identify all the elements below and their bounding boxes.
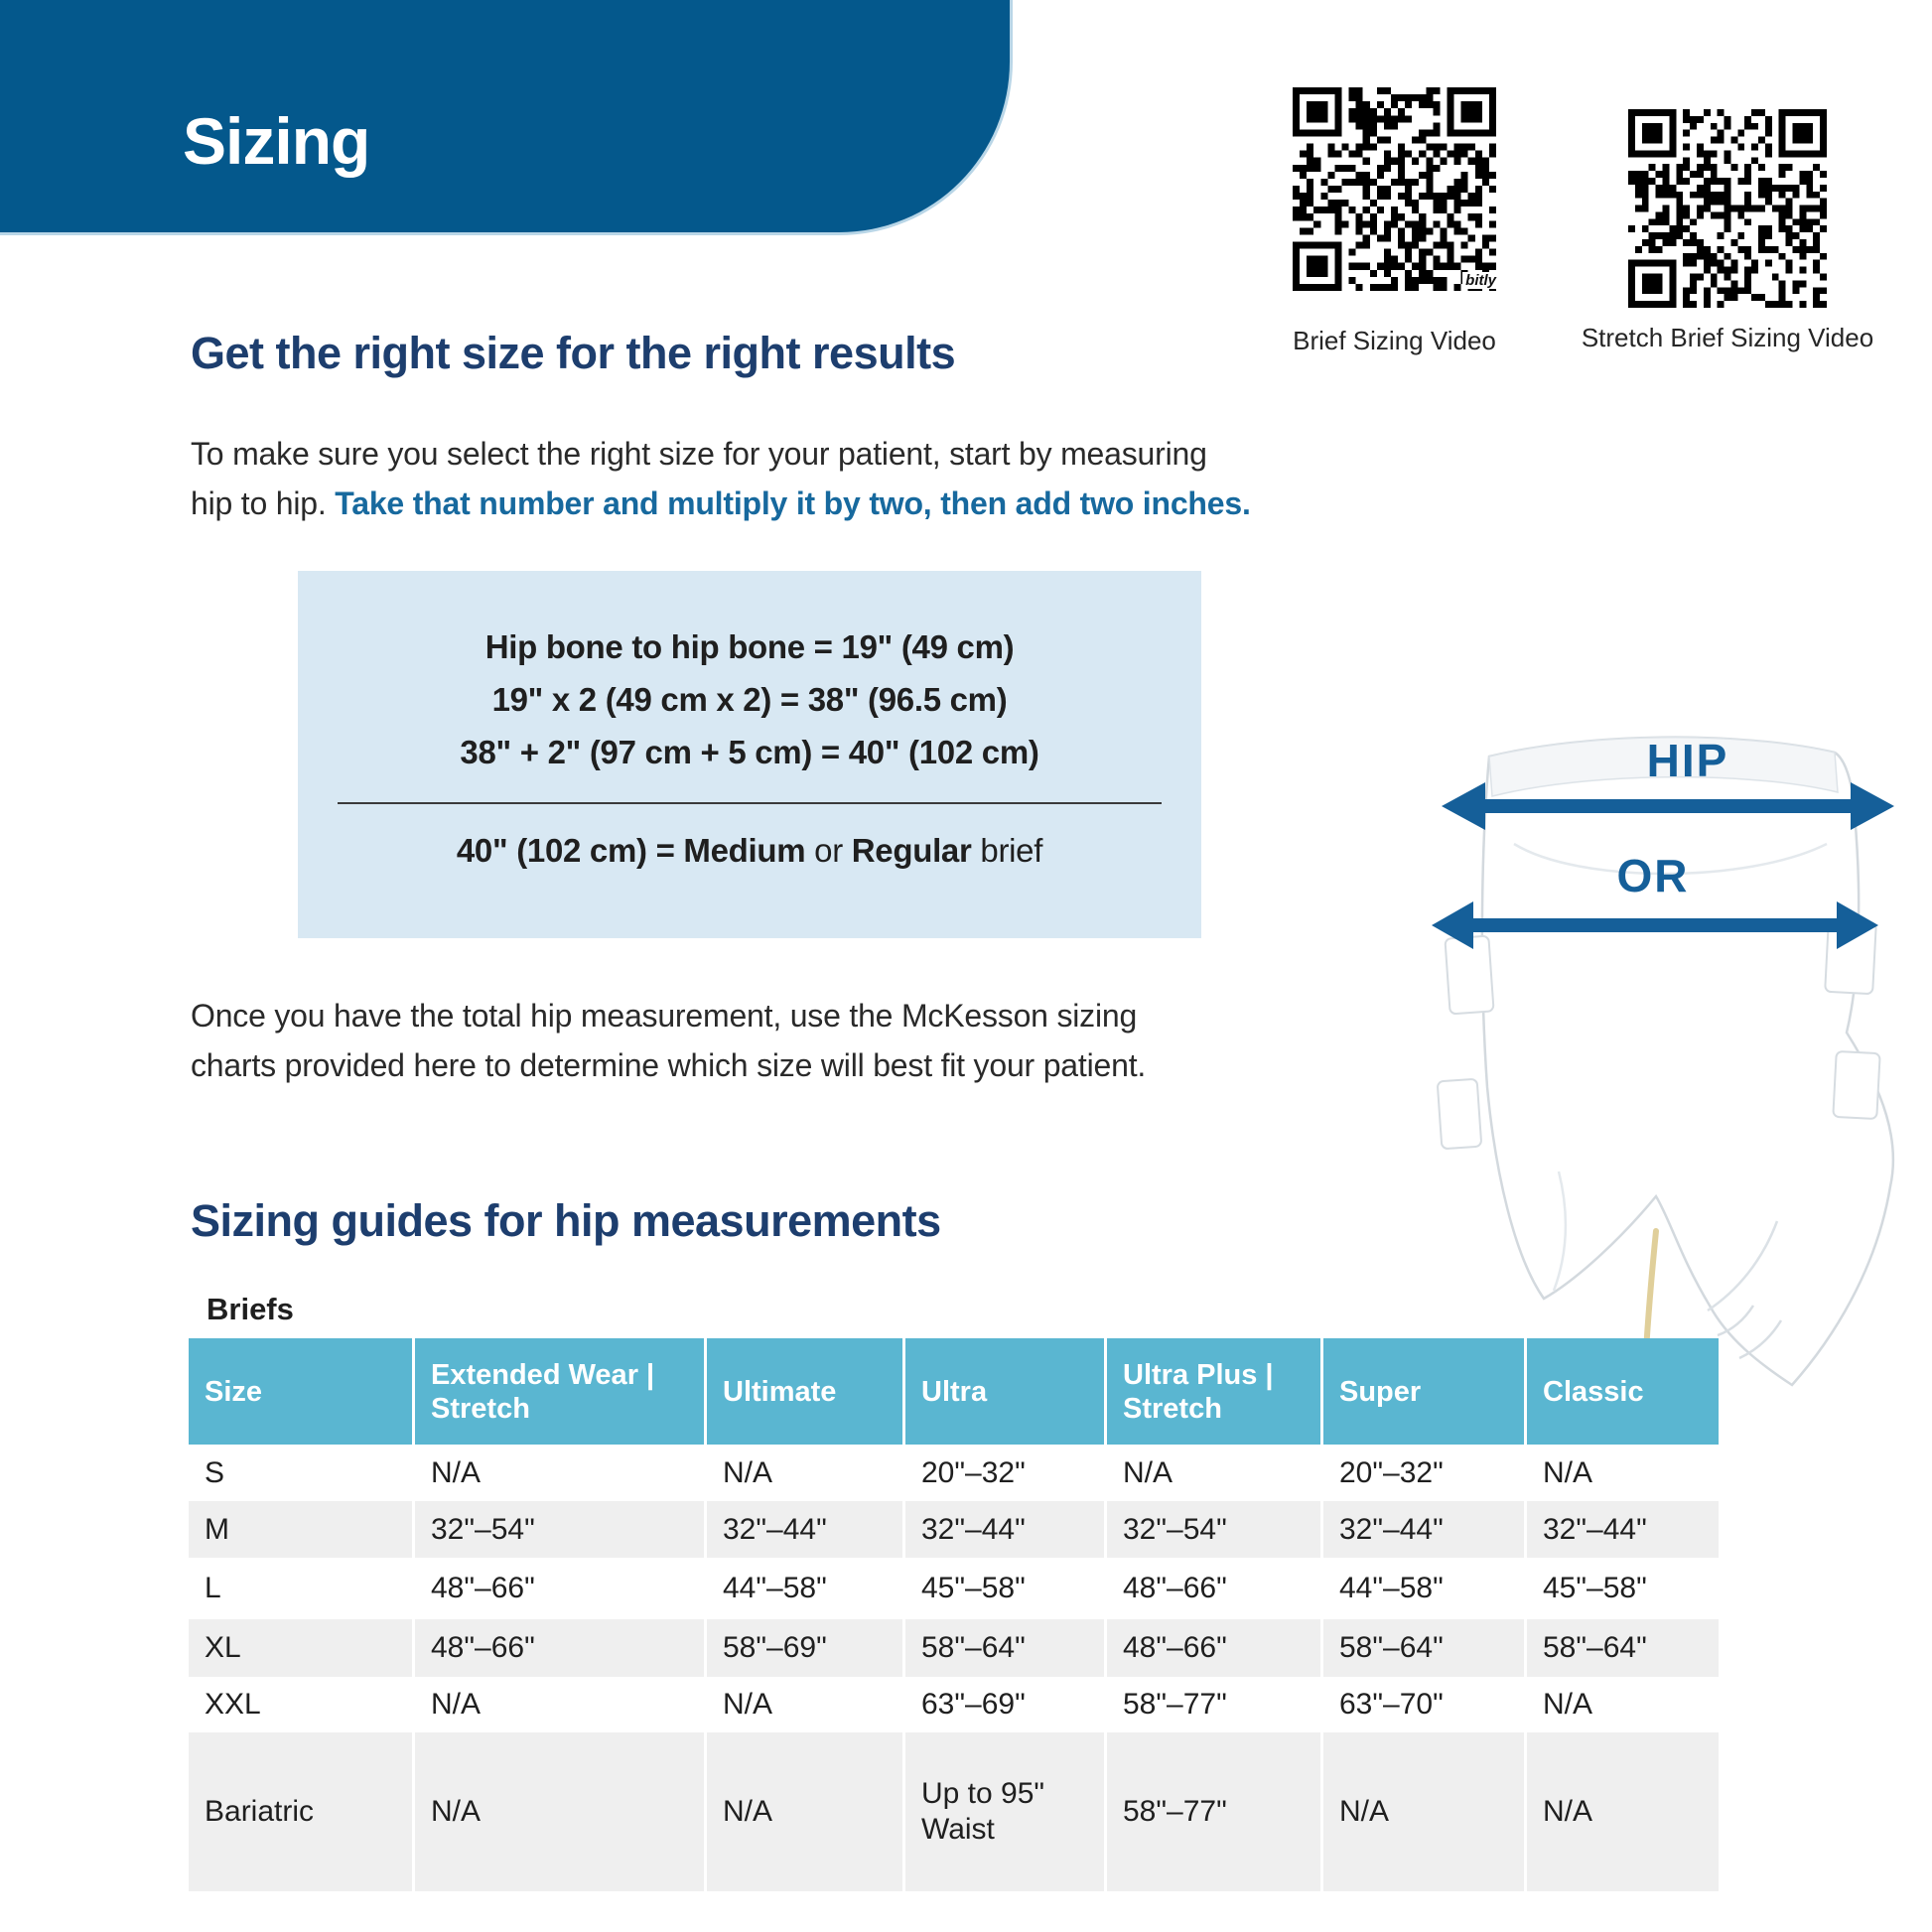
cell-value: 58"–64" [905, 1619, 1104, 1677]
cell-value: N/A [415, 1445, 704, 1501]
table-row-bariatric [189, 1732, 1701, 1891]
cell-value: 20"–32" [905, 1445, 1104, 1501]
cell-value: 44"–58" [707, 1558, 902, 1619]
cell-size: L [189, 1558, 412, 1619]
calculation-example-box [298, 571, 1201, 938]
table-row-xl [189, 1619, 1701, 1677]
page-title: Sizing [183, 104, 370, 178]
cell-value: 63"–70" [1323, 1677, 1524, 1732]
cell-value: N/A [415, 1732, 704, 1891]
table-body [189, 1445, 1701, 1891]
calc-result-line [298, 832, 1201, 870]
intro-paragraph [191, 429, 1251, 528]
cell-size: Bariatric [189, 1732, 412, 1891]
qr-code-brief-sizing [1293, 87, 1496, 291]
table-header-row [189, 1338, 1701, 1445]
section-heading-right-size: Get the right size for the right results [191, 328, 956, 378]
table-row-s [189, 1445, 1701, 1501]
intro-line-2-bold: Take that number and multiply it by two, then add two inches. [335, 485, 1251, 521]
header-banner [0, 0, 1013, 235]
cell-value: 20"–32" [1323, 1445, 1524, 1501]
column-header-size: Size [189, 1338, 412, 1445]
intro-line-1: To make sure you select the right size for your patient, start by measuring [191, 436, 1207, 472]
cell-value: 45"–58" [905, 1558, 1104, 1619]
intro-line-2-plain: hip to hip. [191, 485, 336, 521]
table-row-m [189, 1501, 1701, 1558]
cell-value: 48"–66" [1107, 1558, 1320, 1619]
cell-value: 48"–66" [415, 1619, 704, 1677]
cell-value: N/A [1527, 1732, 1719, 1891]
column-header-super: Super [1323, 1338, 1524, 1445]
cell-value: 48"–66" [1107, 1619, 1320, 1677]
calc-line-1: Hip bone to hip bone = 19" (49 cm) [484, 628, 1015, 665]
intro-line-2 [191, 479, 1251, 528]
qr-label-stretch-brief-sizing: Stretch Brief Sizing Video [1581, 323, 1874, 352]
bitly-mark: bitly [1462, 272, 1496, 289]
cell-value: 58"–77" [1107, 1677, 1320, 1732]
cell-value: 44"–58" [1323, 1558, 1524, 1619]
brief-illustration [1438, 738, 1893, 1390]
cell-value: N/A [1323, 1732, 1524, 1891]
calc-line-2: 19" x 2 (49 cm x 2) = 38" (96.5 cm) [491, 681, 1008, 718]
column-header-ultra-plus-stretch: Ultra Plus | Stretch [1107, 1338, 1320, 1445]
cell-value: 45"–58" [1527, 1558, 1719, 1619]
cell-value: 32"–54" [415, 1501, 704, 1558]
table-title-briefs: Briefs [207, 1292, 294, 1326]
calc-result-prefix: 40" (102 cm) = [456, 832, 684, 869]
brief-measurement-diagram [1420, 695, 1906, 1400]
cell-value: 63"–69" [905, 1677, 1104, 1732]
column-header-ultimate: Ultimate [707, 1338, 902, 1445]
calc-line-3: 38" + 2" (97 cm + 5 cm) = 40" (102 cm) [460, 734, 1039, 770]
cell-size: XL [189, 1619, 412, 1677]
cell-value: 32"–54" [1107, 1501, 1320, 1558]
cell-value: N/A [1107, 1445, 1320, 1501]
cell-value: 58"–77" [1107, 1732, 1320, 1891]
cell-value: 58"–64" [1323, 1619, 1524, 1677]
qr-code-stretch-brief-sizing [1628, 109, 1827, 308]
cell-value: 32"–44" [905, 1501, 1104, 1558]
outro-line-2: charts provided here to determine which size will best fit your patient. [191, 1047, 1147, 1083]
calc-result-medium: Medium [683, 832, 806, 869]
cell-value: N/A [415, 1677, 704, 1732]
cell-value: 32"–44" [707, 1501, 902, 1558]
cell-value: Up to 95" Waist [905, 1732, 1104, 1891]
or-label: OR [1616, 850, 1690, 901]
cell-value: N/A [707, 1445, 902, 1501]
calc-divider [338, 802, 1162, 804]
column-header-ultra: Ultra [905, 1338, 1104, 1445]
table-row-l [189, 1558, 1701, 1619]
calc-result-or: or [805, 832, 852, 869]
briefs-sizing-table [189, 1338, 1701, 1891]
calc-result-regular: Regular [851, 832, 972, 869]
outro-line-1: Once you have the total hip measurement, use the McKesson sizing [191, 998, 1138, 1034]
outro-paragraph [191, 991, 1146, 1090]
cell-value: 58"–69" [707, 1619, 902, 1677]
column-header-extended-wear-stretch: Extended Wear | Stretch [415, 1338, 704, 1445]
cell-value: N/A [707, 1732, 902, 1891]
column-header-classic: Classic [1527, 1338, 1719, 1445]
cell-value: N/A [707, 1677, 902, 1732]
qr-label-brief-sizing: Brief Sizing Video [1293, 326, 1496, 355]
cell-value: 32"–44" [1527, 1501, 1719, 1558]
calc-result-brief: brief [971, 832, 1043, 869]
cell-value: 32"–44" [1323, 1501, 1524, 1558]
cell-value: 58"–64" [1527, 1619, 1719, 1677]
hip-label: HIP [1646, 735, 1729, 786]
cell-size: M [189, 1501, 412, 1558]
cell-value: 48"–66" [415, 1558, 704, 1619]
cell-size: XXL [189, 1677, 412, 1732]
cell-size: S [189, 1445, 412, 1501]
cell-value: N/A [1527, 1677, 1719, 1732]
cell-value: N/A [1527, 1445, 1719, 1501]
section-heading-sizing-guides: Sizing guides for hip measurements [191, 1195, 941, 1246]
table-row-xxl [189, 1677, 1701, 1732]
